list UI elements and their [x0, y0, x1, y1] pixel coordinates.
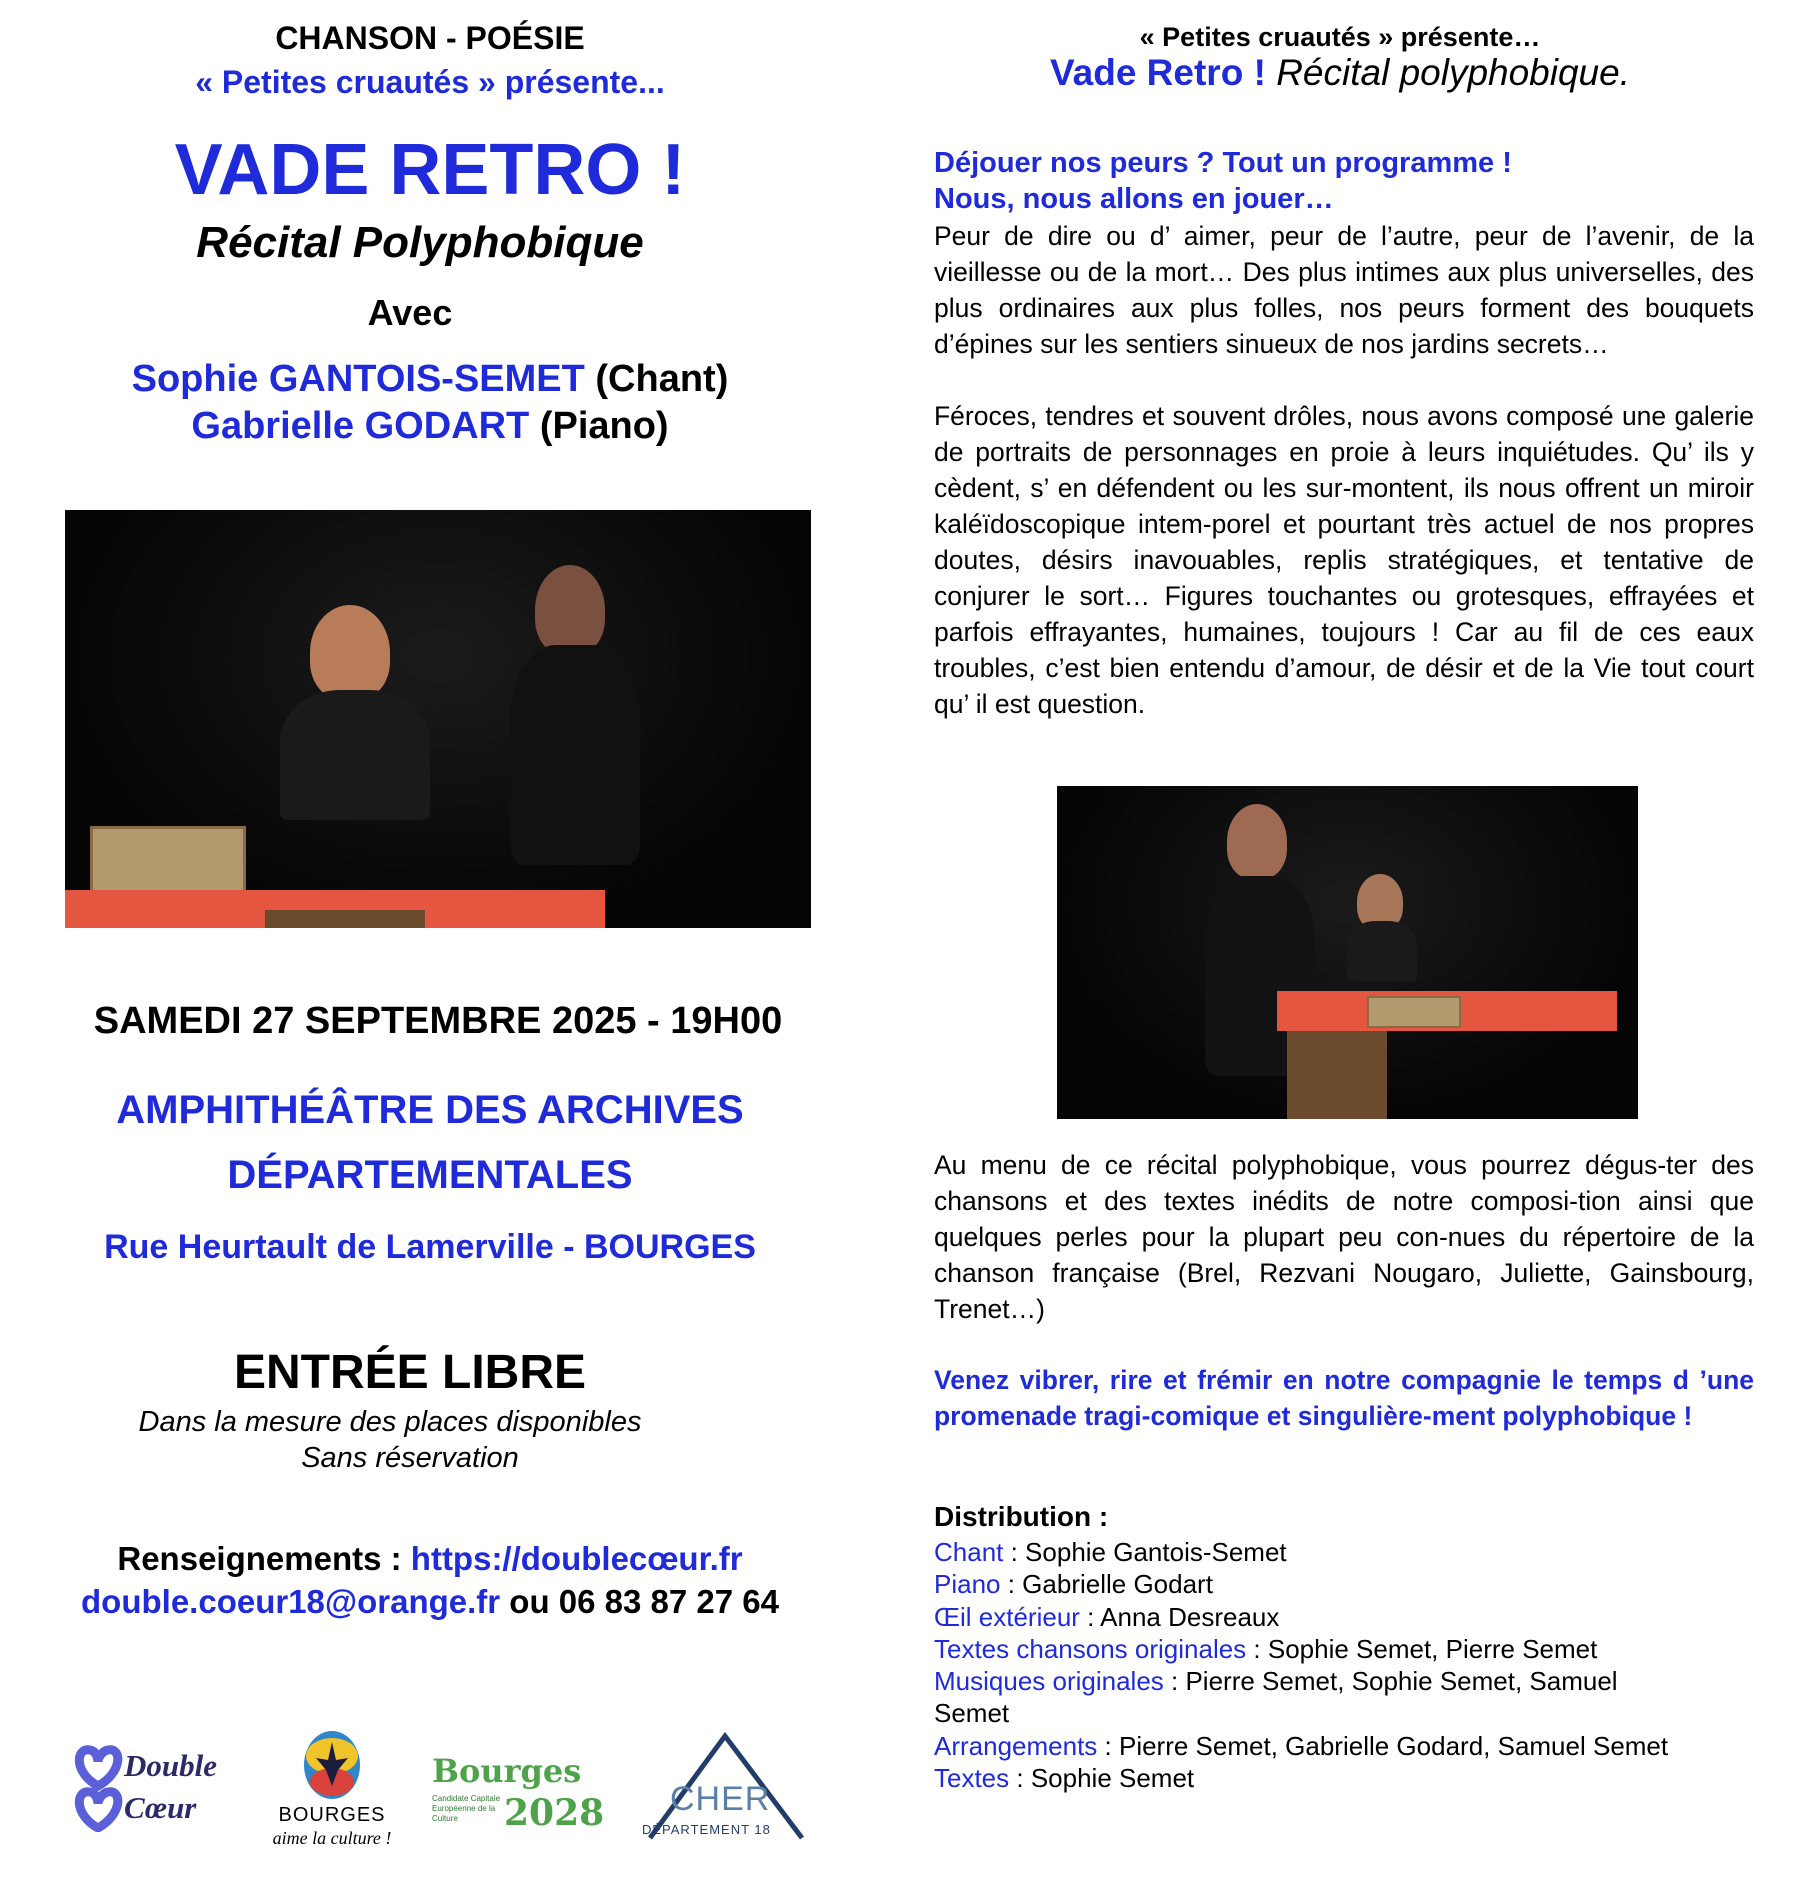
distribution-names: : Pierre Semet, Gabrielle Godard, Samuel Semet [1097, 1731, 1669, 1761]
photo-desk-drawer [265, 910, 425, 928]
distribution-role: Œil extérieur [934, 1602, 1080, 1632]
website-link[interactable]: https://doublecœur.fr [410, 1540, 743, 1577]
phone-text: ou 06 83 87 27 64 [509, 1583, 779, 1620]
presents-line: « Petites cruautés » présente... [195, 64, 665, 100]
paragraph-1: Peur de dire ou d’ aimer, peur de l’autre, peur de l’avenir, de la vieillesse ou de la mort… Des plus intimes aux plus universelles, des plus ordinaires aux plus folles, nos peurs forment des bouquets d’épines sur les sentiers sinueux de nos jardins secrets… [934, 221, 1754, 359]
photo-2-drawer [1367, 996, 1461, 1028]
distribution-role: Textes [934, 1763, 1010, 1793]
double-coeur-word-1: Double [124, 1748, 217, 1783]
performer-2-name: Gabrielle GODART [191, 405, 530, 447]
distribution-names: : Pierre Semet, Sophie Semet, Samuel [1163, 1666, 1618, 1696]
intro-line-1: Déjouer nos peurs ? Tout un programme ! [934, 147, 1512, 179]
bourges-2028-logo [432, 1752, 605, 1840]
stage-photo-2 [1057, 786, 1638, 1119]
entry-note-1: Dans la mesure des places disponibles [138, 1406, 642, 1438]
entry-label: ENTRÉE LIBRE [233, 1346, 587, 1399]
category-label: CHANSON - POÉSIE [275, 20, 585, 56]
performer-2-role: (Piano) [539, 405, 669, 447]
singer-2-head [1227, 804, 1287, 879]
avec-label: Avec [367, 292, 453, 333]
venue-line-1: AMPHITHÉÂTRE DES ARCHIVES [116, 1088, 744, 1132]
venue-address: Rue Heurtault de Lamerville - BOURGES [104, 1228, 756, 1266]
venue-line-2: DÉPARTEMENTALES [227, 1153, 633, 1197]
distribution-row [934, 1601, 1279, 1634]
double-coeur-logo [68, 1742, 228, 1832]
distribution-role: Piano [934, 1569, 1001, 1599]
distribution-role: Chant [934, 1537, 1004, 1567]
performer-1 [0, 358, 860, 401]
cher-logo [640, 1730, 810, 1846]
distribution-row [934, 1762, 1194, 1795]
stage-photo-1 [65, 510, 811, 928]
page-title: VADE RETRO ! [174, 130, 686, 210]
distribution-row [934, 1697, 1009, 1730]
distribution-row [934, 1665, 1618, 1698]
distribution-row [934, 1730, 1668, 1763]
distribution-row [934, 1536, 1287, 1569]
info-line-1 [0, 1540, 860, 1578]
distribution-names: Semet [934, 1698, 1010, 1728]
bourges-word: BOURGES [278, 1804, 386, 1826]
pianist-head [310, 605, 390, 700]
cher-word: CHER [670, 1780, 771, 1818]
performer-1-name: Sophie GANTOIS-SEMET [131, 358, 585, 400]
entry-note-2: Sans réservation [301, 1442, 519, 1474]
right-subtitle: Récital polyphobique. [1276, 52, 1630, 93]
info-label: Renseignements : [117, 1540, 402, 1577]
performer-2 [0, 405, 860, 448]
distribution-names: : Sophie Semet [1009, 1763, 1195, 1793]
singer-body [510, 645, 640, 865]
distribution-role: Textes chansons originales [934, 1634, 1247, 1664]
distribution-row [934, 1633, 1597, 1666]
performer-1-role: (Chant) [595, 358, 729, 400]
right-presents: « Petites cruautés » présente… [1139, 22, 1541, 52]
email-link[interactable]: double.coeur18@orange.fr [81, 1583, 501, 1620]
bourges-tagline: aime la culture ! [272, 1828, 392, 1848]
info-line-2 [0, 1583, 860, 1621]
bourges-2028-word: Bourges [432, 1752, 582, 1790]
photo-2-desk-leg [1287, 1031, 1387, 1119]
distribution-role: Musiques originales [934, 1666, 1164, 1696]
bourges-logo [262, 1730, 402, 1850]
paragraph-4: Venez vibrer, rire et frémir en notre compagnie le temps d ’une promenade tragi-comique et singulière-ment polyphobique ! [934, 1365, 1754, 1431]
double-heart-icon [68, 1742, 128, 1832]
left-column [0, 0, 860, 1888]
distribution-names: : Gabrielle Godart [1000, 1569, 1213, 1599]
double-coeur-word-2: Cœur [124, 1790, 197, 1825]
right-title: Vade Retro ! [1050, 52, 1266, 93]
paragraph-2: Féroces, tendres et souvent drôles, nous avons composé une galerie de portraits de personnages en proie à leurs inquiétudes. Qu’ ils y cèdent, s’ en défendent ou les sur-montent, ils nous offrent un miroir kaléïdoscopique intem-porel et pourtant très actuel de nos propres doutes, désirs inavouables, replis stratégiques, et tentative de conjurer le sort… Figures touchantes ou grotesques, effrayées et parfois effrayantes, humaines, toujours ! Car au fil de ces eaux troubles, c’est bien entendu d’amour, de désir et de la Vie tout court qu’ il est question. [934, 401, 1754, 719]
distribution-role: Arrangements [934, 1731, 1098, 1761]
distribution-names: : Anna Desreaux [1079, 1602, 1280, 1632]
fleur-de-lis-icon [262, 1730, 402, 1800]
right-title-line [900, 52, 1780, 94]
distribution-names: : Sophie Gantois-Semet [1003, 1537, 1287, 1567]
photo-box [90, 826, 246, 900]
distribution-title: Distribution : [934, 1501, 1109, 1532]
page-subtitle: Récital Polyphobique [196, 218, 644, 267]
pianist-body [280, 690, 430, 820]
cher-department: DÉPARTEMENT 18 [642, 1822, 771, 1837]
right-column [900, 0, 1780, 1888]
intro-line-2: Nous, nous allons en jouer… [934, 183, 1334, 215]
event-date: SAMEDI 27 SEPTEMBRE 2025 - 19H00 [93, 1000, 783, 1042]
distribution-names: : Sophie Semet, Pierre Semet [1246, 1634, 1598, 1664]
paragraph-3: Au menu de ce récital polyphobique, vous pourrez dégus-ter des chansons et des textes inédits de notre composi-tion ainsi que quelques perles pour la plupart peu con-nues du répertoire de la chanson française (Brel, Rezvani Nougaro, Juliette, Gainsbourg, Trenet…) [934, 1150, 1754, 1324]
bourges-2028-year: 2028 [504, 1792, 605, 1834]
singer-head [535, 565, 605, 655]
distribution-row [934, 1568, 1213, 1601]
pianist-2-body [1347, 921, 1417, 981]
bourges-2028-caption: Candidate Capitale Européenne de la Culture [432, 1794, 501, 1823]
